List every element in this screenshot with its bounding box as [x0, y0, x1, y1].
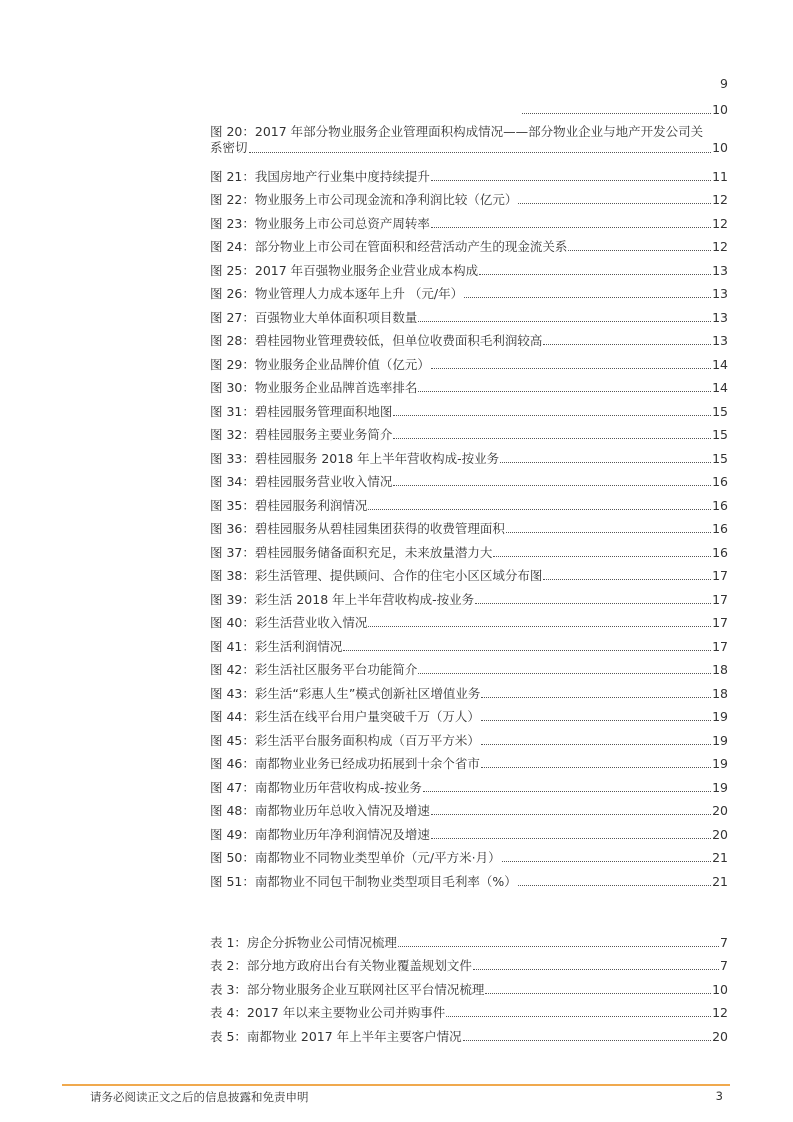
toc-entry[interactable]: [210, 973, 728, 997]
leader-dots: [506, 531, 711, 533]
toc-entry[interactable]: [210, 1020, 728, 1044]
toc-entry[interactable]: [210, 372, 728, 396]
toc-entry-label: 图 46：南都物业业务已经成功拓展到十余个省市: [210, 756, 480, 771]
leader-dots: [446, 1015, 711, 1017]
leader-dots: [249, 151, 712, 153]
leader-dots: [518, 202, 711, 204]
toc-entry-page: 21: [712, 850, 728, 865]
toc-entry[interactable]: [210, 654, 728, 678]
toc-entry-page: 15: [712, 427, 728, 442]
toc-entry-page: 20: [712, 1028, 728, 1044]
leader-dots: [393, 437, 711, 439]
leader-dots: [481, 743, 711, 745]
toc-entry-page: 20: [712, 803, 728, 818]
toc-entry-page: 19: [712, 709, 728, 724]
leader-dots: [431, 179, 711, 181]
toc-entry-label: 图 49：南都物业历年净利润情况及增速: [210, 826, 430, 842]
toc-entry-page: 14: [712, 380, 728, 395]
toc-entry-page: 10: [712, 140, 728, 155]
leader-dots: [431, 226, 711, 228]
toc-entry[interactable]: [210, 466, 728, 490]
toc-entry-page: 16: [712, 521, 728, 536]
toc-entry-label: 图 25：2017 年百强物业服务企业营业成本构成: [210, 262, 479, 278]
leader-dots: [431, 367, 711, 369]
toc-entry-label: 图 29：物业服务企业品牌价值（亿元）: [210, 356, 430, 372]
toc-entry-label: 图 50：南都物业不同物业类型单价（元/平方米·月）: [210, 850, 501, 865]
toc-entry[interactable]: [210, 842, 728, 866]
toc-entry-page: 12: [712, 239, 728, 254]
top-page-number: 9: [720, 76, 728, 91]
toc-entry[interactable]: [210, 160, 728, 184]
toc-entry-page: 17: [712, 638, 728, 654]
toc-entry-page: 19: [712, 756, 728, 771]
toc-entry-page: 15: [712, 450, 728, 466]
toc-entry-label: 图 51：南都物业不同包干制物业类型项目毛利率（%）: [210, 873, 517, 889]
toc-entry-label: 图 36：碧桂园服务从碧桂园集团获得的收费管理面积: [210, 521, 505, 536]
leader-dots: [464, 296, 711, 298]
toc-entry[interactable]: [210, 348, 728, 372]
leader-dots: [473, 968, 719, 970]
leader-dots: [431, 837, 711, 839]
leader-dots: [431, 813, 711, 815]
toc-entry-page: 17: [712, 568, 728, 583]
footer-disclaimer: 请务必阅读正文之后的信息披露和免责申明: [90, 1090, 309, 1104]
toc-entry[interactable]: [210, 950, 728, 974]
toc-entry-label: 图 43：彩生活“彩惠人生”模式创新社区增值业务: [210, 685, 481, 701]
figure-list: [210, 124, 728, 889]
toc-entry-label: 图 27：百强物业大单体面积项目数量: [210, 309, 418, 325]
leader-dots: [343, 649, 711, 651]
toc-entry-page: 13: [712, 286, 728, 301]
toc-entry-page: 19: [712, 732, 728, 748]
toc-entry-label: 图 23：物业服务上市公司总资产周转率: [210, 215, 430, 231]
leader-dots: [368, 625, 711, 627]
leader-dots: [481, 696, 711, 698]
toc-entry-page: 16: [712, 474, 728, 489]
toc-entry-page: 12: [712, 192, 728, 207]
toc-entry[interactable]: [210, 513, 728, 537]
toc-entry-label: 图 44：彩生活在线平台用户量突破千万（万人）: [210, 709, 480, 724]
toc-entry[interactable]: [210, 419, 728, 443]
toc-entry-page: 21: [712, 873, 728, 889]
toc-entry[interactable]: [210, 818, 728, 842]
leader-dots: [423, 790, 711, 792]
leader-dots: [502, 860, 712, 862]
toc-entry-label: 图 24：部分物业上市公司在管面积和经营活动产生的现金流关系: [210, 239, 568, 254]
toc-entry-label: 图 31：碧桂园服务管理面积地图: [210, 403, 393, 419]
toc-entry-label: 图 32：碧桂园服务主要业务简介: [210, 427, 393, 442]
leader-dots: [485, 992, 711, 994]
toc-entry-page: 20: [712, 826, 728, 842]
leader-dots: [568, 249, 711, 251]
toc-entry[interactable]: [210, 926, 728, 950]
leader-dots: [398, 945, 719, 947]
toc-entry-label: 图 39：彩生活 2018 年上半年营收构成-按业务: [210, 591, 475, 607]
toc-entry-label: 图 34：碧桂园服务营业收入情况: [210, 474, 393, 489]
toc-entry-label: 图 35：碧桂园服务利润情况: [210, 497, 368, 513]
toc-entry[interactable]: [210, 771, 728, 795]
leader-dots: [543, 578, 711, 580]
toc-entry[interactable]: [210, 325, 728, 349]
leader-dots: [368, 508, 711, 510]
leader-dots: [393, 414, 711, 416]
toc-entry-page: 13: [712, 309, 728, 325]
leader-dots: [418, 390, 711, 392]
toc-entry-label: 图 26：物业管理人力成本逐年上升 （元/年）: [210, 286, 464, 301]
toc-entry[interactable]: [210, 536, 728, 560]
leader-dots: [418, 672, 711, 674]
leader-dots: [475, 602, 711, 604]
toc-entry[interactable]: [210, 207, 728, 231]
toc-entry-label: 图 30：物业服务企业品牌首选率排名: [210, 380, 418, 395]
toc-entry[interactable]: [210, 997, 728, 1021]
toc-entry-label: 表 5：南都物业 2017 年上半年主要客户情况: [210, 1028, 462, 1044]
toc-entry-label-cont: 系密切: [210, 140, 248, 155]
leader-dots: [518, 884, 711, 886]
toc-entry-page: 17: [712, 615, 728, 630]
footer-page-number: 3: [715, 1089, 723, 1103]
toc-entry-label: 表 1：房企分拆物业公司情况梳理: [210, 934, 397, 950]
toc-entry-label: 表 2：部分地方政府出台有关物业覆盖规划文件: [210, 958, 472, 973]
toc-entry-label: 图 20：2017 年部分物业服务企业管理面积构成情况——部分物业企业与地产开发公司关: [210, 124, 704, 139]
toc-entry-label: 图 48：南都物业历年总收入情况及增速: [210, 803, 430, 818]
toc-entry-label: 图 22：物业服务上市公司现金流和净利润比较（亿元）: [210, 192, 518, 207]
toc-entry[interactable]: [210, 278, 728, 302]
toc-entry-page: 7: [720, 958, 728, 973]
toc-entry[interactable]: [210, 442, 728, 466]
leader-dots: [522, 113, 711, 114]
toc-entry-page: 16: [712, 497, 728, 513]
toc-entry-line2: [210, 140, 728, 156]
toc-entry-page: 16: [712, 544, 728, 560]
toc-entry-page: 15: [712, 403, 728, 419]
toc-entry[interactable]: [210, 395, 728, 419]
table-list: [210, 926, 728, 1044]
leader-dots: [393, 484, 711, 486]
toc-entry-label: 表 3：部分物业服务企业互联网社区平台情况梳理: [210, 981, 485, 997]
toc-entry[interactable]: [210, 677, 728, 701]
toc-entry-label: 图 47：南都物业历年营收构成-按业务: [210, 779, 422, 795]
toc-entry-page: 17: [712, 591, 728, 607]
toc-entry-page: 14: [712, 356, 728, 372]
toc-entry[interactable]: [210, 124, 728, 156]
toc-entry-page: 11: [712, 168, 728, 184]
toc-entry[interactable]: [210, 865, 728, 889]
toc-entry-page: 12: [712, 1005, 728, 1020]
toc-entry[interactable]: [210, 583, 728, 607]
toc-entry-page: 12: [712, 215, 728, 231]
toc-entry-page: 7: [720, 934, 728, 950]
toc-entry-label: 表 4：2017 年以来主要物业公司并购事件: [210, 1005, 446, 1020]
leader-dots: [481, 766, 711, 768]
toc-entry-page: 13: [712, 333, 728, 348]
toc-entry[interactable]: [210, 724, 728, 748]
leader-dots: [493, 555, 711, 557]
toc-entry[interactable]: [210, 795, 728, 819]
leader-dots: [543, 343, 711, 345]
toc-entry-page: 18: [712, 685, 728, 701]
toc-entry-label: 图 28：碧桂园物业管理费较低，但单位收费面积毛利润较高: [210, 333, 543, 348]
continued-page-number: 10: [712, 102, 728, 117]
toc-entry-label: 图 42：彩生活社区服务平台功能简介: [210, 662, 418, 677]
leader-dots: [418, 320, 711, 322]
toc-entry[interactable]: [210, 748, 728, 772]
toc-entry[interactable]: [210, 630, 728, 654]
toc-entry-page: 19: [712, 779, 728, 795]
toc-entry[interactable]: [210, 607, 728, 631]
leader-dots: [479, 273, 711, 275]
toc-entry[interactable]: [210, 560, 728, 584]
toc-entry-page: 18: [712, 662, 728, 677]
leader-dots: [481, 719, 711, 721]
toc-entry-page: 13: [712, 262, 728, 278]
toc-entry-label: 图 40：彩生活营业收入情况: [210, 615, 368, 630]
toc-entry[interactable]: [210, 231, 728, 255]
toc-entry-label: 图 33：碧桂园服务 2018 年上半年营收构成-按业务: [210, 450, 500, 466]
toc-entry-label: 图 38：彩生活管理、提供顾问、合作的住宅小区区域分布图: [210, 568, 543, 583]
toc-entry[interactable]: [210, 489, 728, 513]
leader-dots: [463, 1039, 711, 1041]
toc-entry-label: 图 45：彩生活平台服务面积构成（百万平方米）: [210, 732, 480, 748]
toc-entry[interactable]: [210, 254, 728, 278]
toc-entry[interactable]: [210, 701, 728, 725]
continued-entry: [522, 101, 728, 117]
toc-entry-page: 10: [712, 981, 728, 997]
toc-entry[interactable]: [210, 184, 728, 208]
leader-dots: [500, 461, 711, 463]
toc-entry[interactable]: [210, 301, 728, 325]
footer-rule: [62, 1084, 730, 1086]
toc-entry-label: 图 41：彩生活利润情况: [210, 638, 343, 654]
toc-entry-label: 图 37：碧桂园服务储备面积充足，未来放量潜力大: [210, 544, 493, 560]
toc-entry-label: 图 21：我国房地产行业集中度持续提升: [210, 168, 430, 184]
